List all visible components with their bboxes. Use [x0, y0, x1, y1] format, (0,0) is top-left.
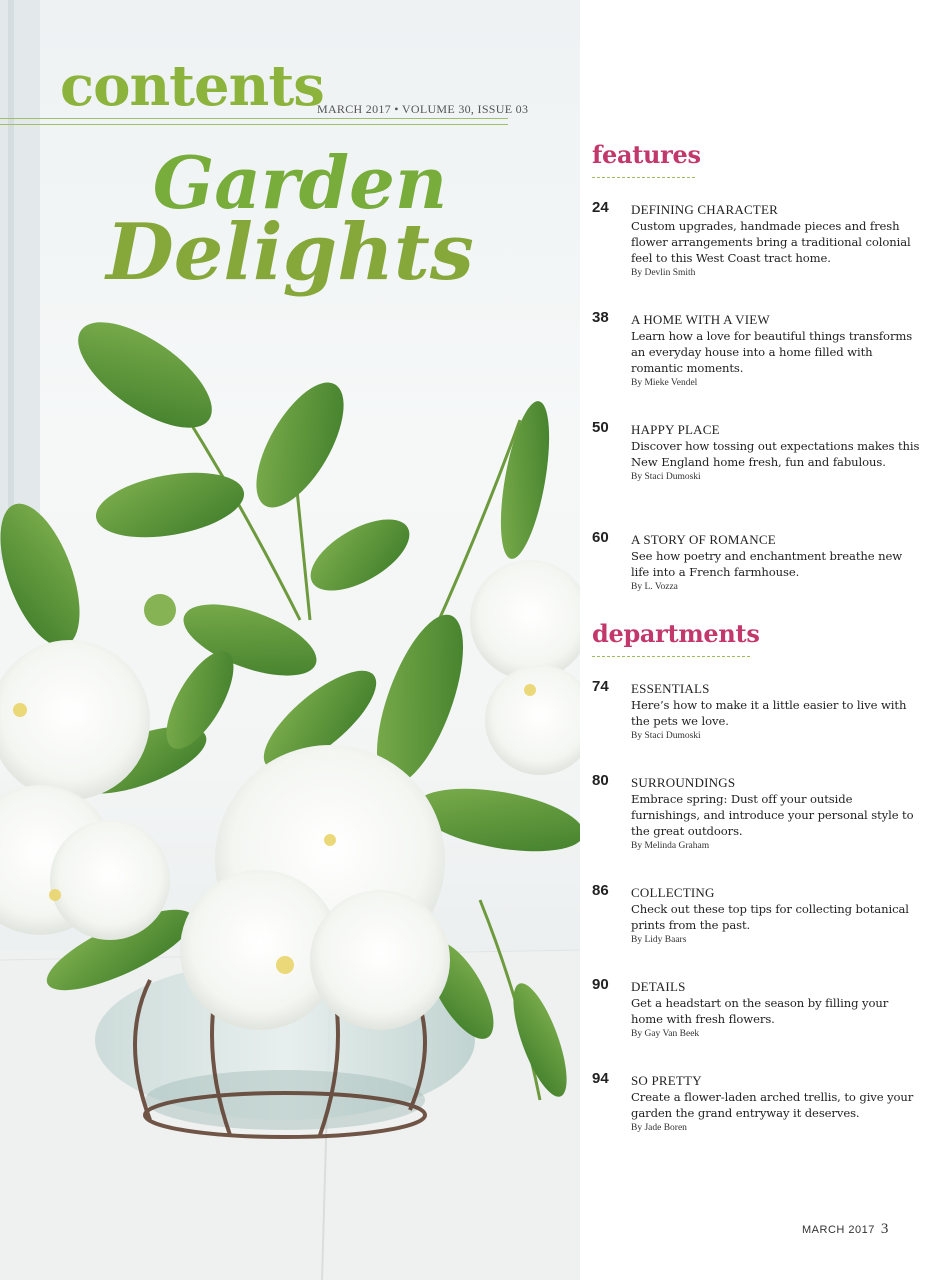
entry-description: Here’s how to make it a little easier to live with the pets we love. [631, 698, 907, 728]
entry-byline: By Staci Dumoski [631, 731, 701, 741]
page-number: 94 [592, 1070, 609, 1087]
entry-title: ESSENTIALS [631, 681, 710, 696]
entry-byline: By Melinda Graham [631, 841, 710, 851]
entry-description: Check out these top tips for collecting botanical prints from the past. [631, 902, 909, 932]
entry-byline: By Jade Boren [631, 1123, 687, 1133]
entry-title: SO PRETTY [631, 1073, 702, 1088]
page-number: 50 [592, 419, 609, 436]
entry-title: A STORY OF ROMANCE [631, 532, 776, 547]
entry-description: Custom upgrades, handmade pieces and fresh flower arrangements bring a traditional colonial feel to this West Coast tract home. [631, 219, 911, 265]
entry-byline: By L. Vozza [631, 582, 678, 592]
cover-headline-line1: Garden [152, 140, 448, 225]
entry-title: A HOME WITH A VIEW [631, 312, 770, 327]
page-number: 86 [592, 882, 609, 899]
entry-description: Discover how tossing out expectations makes this New England home fresh, fun and fabulous. [631, 439, 920, 469]
entry-description: Create a flower-laden arched trellis, to give your garden the grand entryway it deserves. [631, 1090, 914, 1120]
cover-headline-line2: Delights [106, 206, 474, 298]
page-number: 60 [592, 529, 609, 546]
footer-issue: MARCH 2017 [802, 1224, 875, 1236]
features-heading: features [592, 140, 701, 169]
contents-title: contents [60, 53, 324, 119]
page-footer [802, 1221, 889, 1238]
departments-heading: departments [592, 619, 760, 648]
entry-title: DEFINING CHARACTER [631, 202, 778, 217]
page-number: 74 [592, 678, 609, 695]
issue-info: MARCH 2017 • VOLUME 30, ISSUE 03 [317, 102, 529, 116]
entry-byline: By Gay Van Beek [631, 1029, 700, 1039]
entry-description: Learn how a love for beautiful things transforms an everyday house into a home filled with romantic moments. [631, 329, 913, 375]
cover-headline [0, 140, 580, 298]
entry-title: SURROUNDINGS [631, 775, 736, 790]
page-number: 80 [592, 772, 609, 789]
entry-title: HAPPY PLACE [631, 422, 720, 437]
entry-description: Embrace spring: Dust off your outside furnishings, and introduce your personal style to the great outdoors. [631, 792, 914, 838]
entry-description: Get a headstart on the season by filling your home with fresh flowers. [631, 996, 889, 1026]
title-rule [0, 118, 508, 125]
page-number-footer: 3 [880, 1221, 889, 1237]
entry-byline: By Lidy Baars [631, 935, 687, 945]
page-number: 90 [592, 976, 609, 993]
page-number: 24 [592, 199, 609, 216]
entry-description: See how poetry and enchantment breathe new life into a French farmhouse. [631, 549, 903, 579]
page-number: 38 [592, 309, 609, 326]
entry-byline: By Staci Dumoski [631, 472, 701, 482]
entry-title: COLLECTING [631, 885, 715, 900]
entry-byline: By Mieke Vendel [631, 378, 698, 388]
entry-title: DETAILS [631, 979, 686, 994]
features-rule [592, 177, 695, 178]
table-of-contents [580, 0, 942, 1280]
departments-rule [592, 656, 750, 657]
entry-byline: By Devlin Smith [631, 268, 696, 278]
